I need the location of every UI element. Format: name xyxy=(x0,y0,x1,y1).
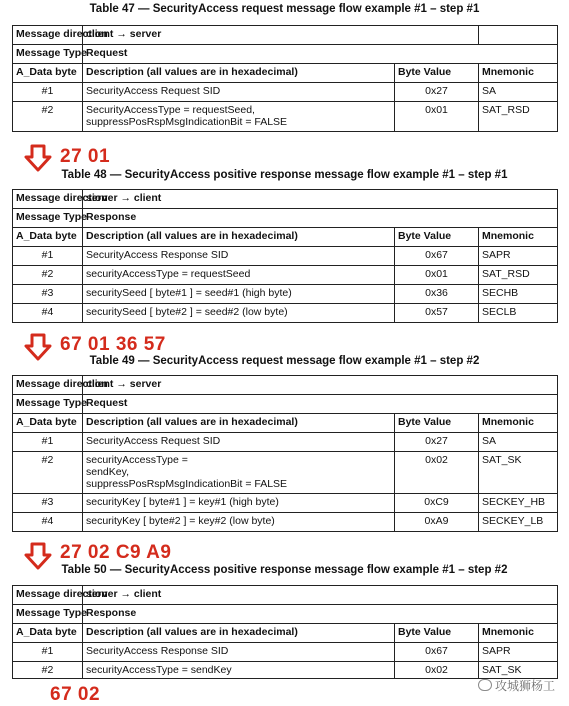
row-value: 0x36 xyxy=(395,285,479,304)
table-row xyxy=(13,304,558,323)
row-value: 0x67 xyxy=(395,247,479,266)
row-byte: #2 xyxy=(13,452,83,494)
type-value: Response xyxy=(83,605,558,624)
row-value: 0x01 xyxy=(395,102,479,132)
row-value: 0x27 xyxy=(395,433,479,452)
header-mnemonic: Mnemonic xyxy=(479,64,558,83)
row-description: SecurityAccess Response SID xyxy=(83,643,395,662)
row-description: securitySeed [ byte#1 ] = seed#1 (high byte) xyxy=(83,285,395,304)
message-table xyxy=(12,585,558,679)
row-mnemonic: SA xyxy=(479,83,558,102)
row-description: securityAccessType = sendKey xyxy=(83,662,395,679)
row-byte: #4 xyxy=(13,513,83,532)
row-byte: #1 xyxy=(13,433,83,452)
row-description: securityKey [ byte#1 ] = key#1 (high byte) xyxy=(83,494,395,513)
header-byte-value: Byte Value xyxy=(395,228,479,247)
row-value: 0x27 xyxy=(395,83,479,102)
hex-annotation: 27 02 C9 A9 xyxy=(60,542,172,563)
direction-value: server → client xyxy=(83,586,558,605)
wechat-icon xyxy=(478,679,492,691)
direction-value: client → server xyxy=(83,26,479,45)
type-label: Message Type xyxy=(13,395,83,414)
hex-annotation: 67 02 xyxy=(50,684,101,705)
row-mnemonic: SAT_SK xyxy=(479,452,558,494)
table-row xyxy=(13,452,558,494)
row-byte: #2 xyxy=(13,102,83,132)
table-caption: Table 49 — SecurityAccess request message flow example #1 – step #2 xyxy=(89,355,480,367)
type-value: Request xyxy=(83,395,558,414)
watermark-text: 攻城狮杨工 xyxy=(494,679,555,693)
row-byte: #2 xyxy=(13,662,83,679)
row-mnemonic: SAT_SK xyxy=(479,662,558,679)
table-row xyxy=(13,83,558,102)
header-description: Description (all values are in hexadecimal) xyxy=(83,624,395,643)
row-byte: #1 xyxy=(13,643,83,662)
row-mnemonic: SECHB xyxy=(479,285,558,304)
header-mnemonic: Mnemonic xyxy=(479,414,558,433)
row-value: 0x01 xyxy=(395,266,479,285)
header-description: Description (all values are in hexadecimal) xyxy=(83,64,395,83)
table-row xyxy=(13,433,558,452)
type-label: Message Type xyxy=(13,45,83,64)
table-row xyxy=(13,643,558,662)
row-mnemonic: SECKEY_HB xyxy=(479,494,558,513)
table-row xyxy=(13,102,558,132)
direction-label: Message direction xyxy=(13,190,83,209)
row-value: 0x02 xyxy=(395,662,479,679)
hex-annotation: 27 01 xyxy=(60,146,111,167)
row-value: 0x02 xyxy=(395,452,479,494)
row-description: SecurityAccessType = requestSeed, suppressPosRspMsgIndicationBit = FALSE xyxy=(83,102,395,132)
row-mnemonic: SAT_RSD xyxy=(479,266,558,285)
header-byte: A_Data byte xyxy=(13,624,83,643)
row-mnemonic: SECKEY_LB xyxy=(479,513,558,532)
header-byte: A_Data byte xyxy=(13,64,83,83)
message-table xyxy=(12,189,558,323)
header-mnemonic: Mnemonic xyxy=(479,228,558,247)
row-byte: #1 xyxy=(13,247,83,266)
row-description: securityAccessType = requestSeed xyxy=(83,266,395,285)
row-byte: #4 xyxy=(13,304,83,323)
row-description: SecurityAccess Response SID xyxy=(83,247,395,266)
row-description: SecurityAccess Request SID xyxy=(83,433,395,452)
row-mnemonic: SAPR xyxy=(479,643,558,662)
table-caption: Table 50 — SecurityAccess positive response message flow example #1 – step #2 xyxy=(61,564,508,576)
direction-label: Message direction xyxy=(13,26,83,45)
header-byte-value: Byte Value xyxy=(395,624,479,643)
direction-value: server → client xyxy=(83,190,558,209)
row-description: securityKey [ byte#2 ] = key#2 (low byte) xyxy=(83,513,395,532)
header-description: Description (all values are in hexadecimal) xyxy=(83,228,395,247)
table-row xyxy=(13,285,558,304)
row-mnemonic: SECLB xyxy=(479,304,558,323)
table-row xyxy=(13,247,558,266)
table-row xyxy=(13,662,558,679)
hex-annotation: 67 01 36 57 xyxy=(60,334,166,355)
direction-label: Message direction xyxy=(13,586,83,605)
row-byte: #2 xyxy=(13,266,83,285)
row-value: 0x57 xyxy=(395,304,479,323)
direction-value: client → server xyxy=(83,376,558,395)
type-label: Message Type xyxy=(13,209,83,228)
table-caption: Table 48 — SecurityAccess positive response message flow example #1 – step #1 xyxy=(61,169,508,181)
row-description: securitySeed [ byte#2 ] = seed#2 (low byte) xyxy=(83,304,395,323)
header-byte-value: Byte Value xyxy=(395,64,479,83)
header-byte: A_Data byte xyxy=(13,228,83,247)
row-value: 0xA9 xyxy=(395,513,479,532)
watermark xyxy=(478,677,555,694)
direction-label: Message direction xyxy=(13,376,83,395)
row-mnemonic: SAT_RSD xyxy=(479,102,558,132)
message-table xyxy=(12,25,558,132)
type-value: Request xyxy=(83,45,558,64)
row-description: SecurityAccess Request SID xyxy=(83,83,395,102)
row-byte: #3 xyxy=(13,285,83,304)
header-mnemonic: Mnemonic xyxy=(479,624,558,643)
row-value: 0x67 xyxy=(395,643,479,662)
header-byte: A_Data byte xyxy=(13,414,83,433)
table-row xyxy=(13,513,558,532)
type-value: Response xyxy=(83,209,558,228)
message-table xyxy=(12,375,558,532)
row-value: 0xC9 xyxy=(395,494,479,513)
table-caption: Table 47 — SecurityAccess request message flow example #1 – step #1 xyxy=(89,3,480,15)
header-description: Description (all values are in hexadecimal) xyxy=(83,414,395,433)
table-row xyxy=(13,266,558,285)
row-mnemonic: SAPR xyxy=(479,247,558,266)
table-row xyxy=(13,494,558,513)
row-description: securityAccessType = sendKey, suppressPosRspMsgIndicationBit = FALSE xyxy=(83,452,395,494)
row-mnemonic: SA xyxy=(479,433,558,452)
type-label: Message Type xyxy=(13,605,83,624)
header-byte-value: Byte Value xyxy=(395,414,479,433)
row-byte: #1 xyxy=(13,83,83,102)
row-byte: #3 xyxy=(13,494,83,513)
